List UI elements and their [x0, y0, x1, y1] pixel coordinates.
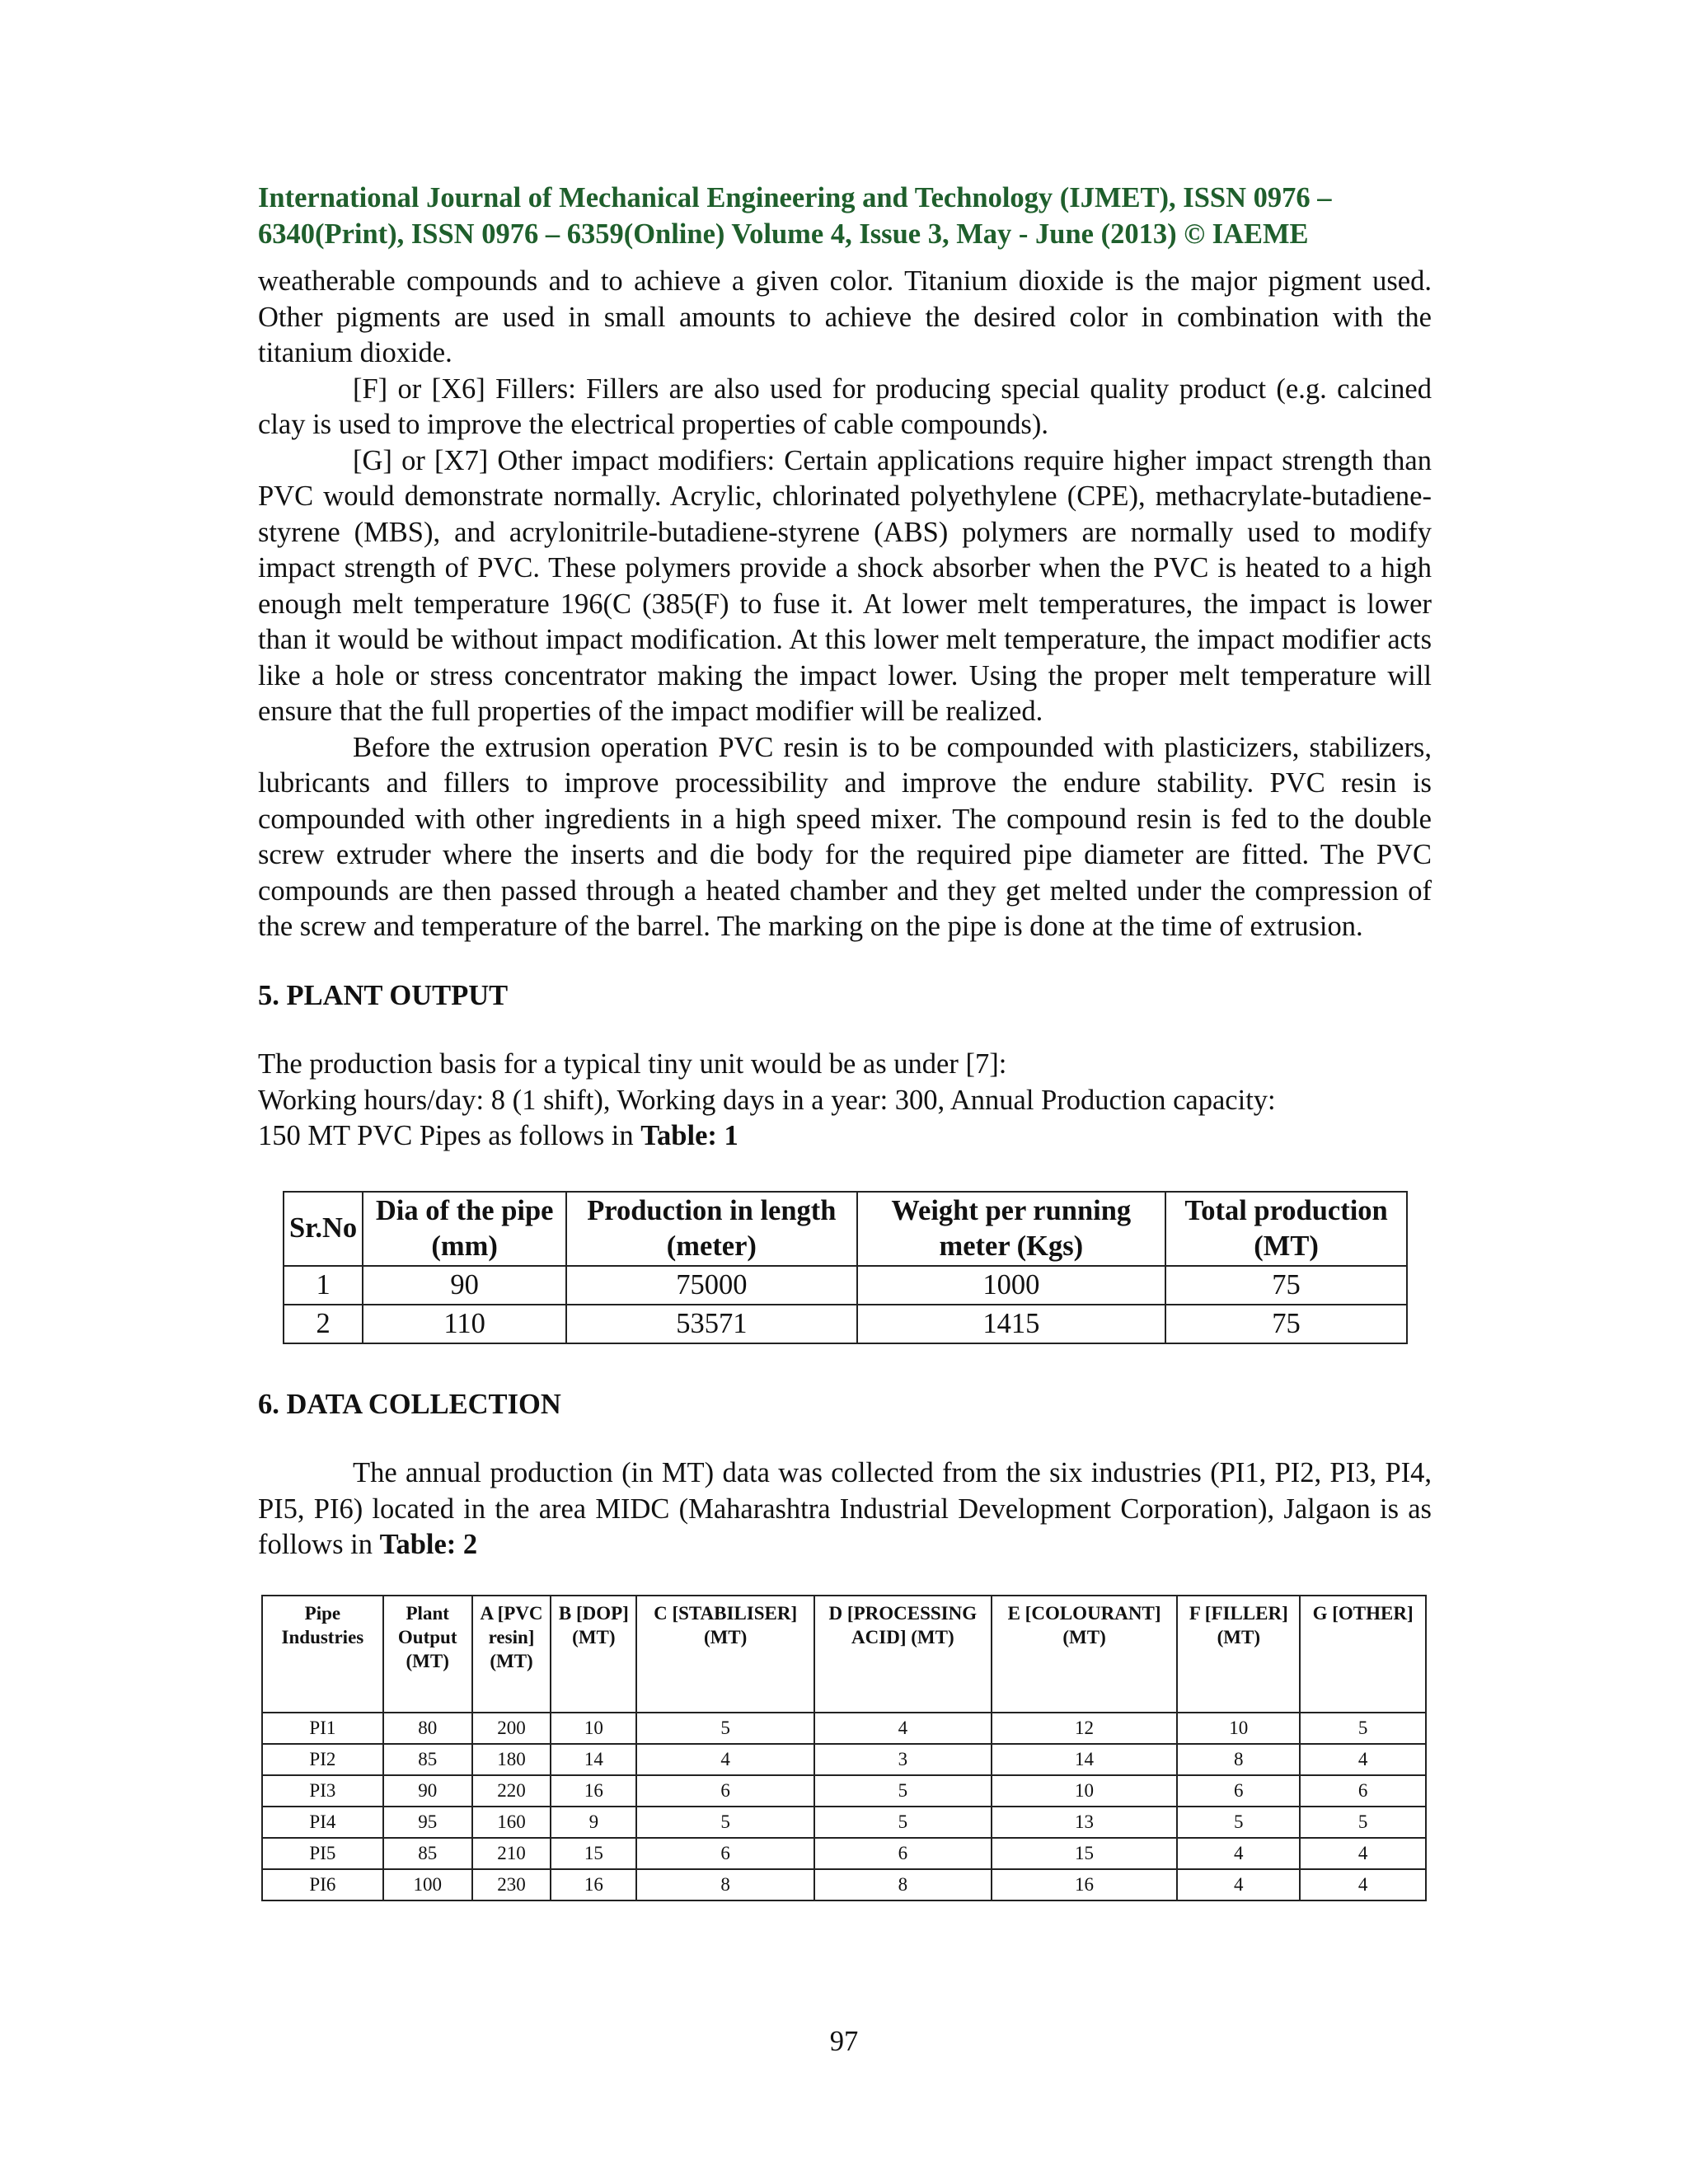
capacity-text: 150 MT PVC Pipes as follows in — [258, 1120, 641, 1151]
table-1-header-cell: Dia of the pipe (mm) — [363, 1192, 566, 1266]
table-1-cell: 1 — [284, 1266, 363, 1305]
table-1-body — [284, 1266, 1407, 1343]
table-2-cell: 220 — [472, 1775, 551, 1807]
table-2-cell: PI1 — [262, 1713, 383, 1744]
table-2-cell: 8 — [814, 1869, 992, 1900]
table-2-cell: 5 — [636, 1807, 814, 1838]
table-2-cell: 4 — [1300, 1744, 1426, 1775]
table-1-cell: 110 — [363, 1305, 566, 1343]
production-basis-line: The production basis for a typical tiny unit would be as under [7]: — [258, 1048, 1007, 1080]
table-2-header-cell: Plant Output (MT) — [383, 1596, 472, 1713]
table-row — [262, 1713, 1426, 1744]
table-row — [262, 1744, 1426, 1775]
table-1-header-cell: Sr.No — [284, 1192, 363, 1266]
table-2-cell: 6 — [814, 1838, 992, 1869]
table-2-header-cell: A [PVC resin] (MT) — [472, 1596, 551, 1713]
table-2-cell: 12 — [992, 1713, 1178, 1744]
table-2-cell: 5 — [1177, 1807, 1300, 1838]
table-2-cell: 6 — [636, 1775, 814, 1807]
table-2-header-cell: B [DOP] (MT) — [551, 1596, 636, 1713]
table-2-cell: 160 — [472, 1807, 551, 1838]
table-2-cell: 5 — [1300, 1807, 1426, 1838]
table-2-header-cell: Pipe Industries — [262, 1596, 383, 1713]
table-row — [284, 1266, 1407, 1305]
table-2-cell: 4 — [814, 1713, 992, 1744]
table-2-cell: 16 — [551, 1869, 636, 1900]
table-2-cell: 10 — [551, 1713, 636, 1744]
table-2-cell: 5 — [636, 1713, 814, 1744]
page-content — [258, 180, 1432, 1901]
table-2-header-cell: D [PROCESSING ACID] (MT) — [814, 1596, 992, 1713]
table-2-cell: PI6 — [262, 1869, 383, 1900]
table-2-cell: 4 — [1300, 1838, 1426, 1869]
table-2-cell: 14 — [992, 1744, 1178, 1775]
table-row — [262, 1869, 1426, 1900]
data-collection-text: The annual production (in MT) data was collected from the six industries (PI1, PI2, PI3, PI4, PI5, PI6) located in the area MIDC (Maharashtra Industrial Development Corporation), Jalgaon is as follows in — [258, 1457, 1432, 1560]
table-2-cell: 10 — [992, 1775, 1178, 1807]
table-1-cell: 2 — [284, 1305, 363, 1343]
table-2-header-row — [262, 1596, 1426, 1713]
table-1-header-cell: Total production (MT) — [1165, 1192, 1407, 1266]
table-1-cell: 53571 — [566, 1305, 856, 1343]
table-2-cell: 16 — [992, 1869, 1178, 1900]
table-2-header-cell: G [OTHER] — [1300, 1596, 1426, 1713]
table-2-cell: 230 — [472, 1869, 551, 1900]
table-2-reference: Table: 2 — [379, 1529, 478, 1560]
paragraph-pigments: weatherable compounds and to achieve a given color. Titanium dioxide is the major pigment used. Other pigments are used in small amounts to achieve the desired color in combination with the titanium dioxide. — [258, 265, 1432, 368]
table-2-header-cell: F [FILLER] (MT) — [1177, 1596, 1300, 1713]
section-heading-plant-output: 5. PLANT OUTPUT — [258, 979, 509, 1011]
table-1-cell: 75000 — [566, 1266, 856, 1305]
table-2-cell: 180 — [472, 1744, 551, 1775]
table-2-cell: PI2 — [262, 1744, 383, 1775]
table-2-cell: 210 — [472, 1838, 551, 1869]
journal-header-line-1: International Journal of Mechanical Engineering and Technology (IJMET), ISSN 0976 – — [258, 182, 1332, 213]
table-2-cell: 10 — [1177, 1713, 1300, 1744]
table-1-cell: 75 — [1165, 1305, 1407, 1343]
table-2-cell: 5 — [1300, 1713, 1426, 1744]
table-row — [262, 1807, 1426, 1838]
table-row — [262, 1775, 1426, 1807]
table-plant-output — [283, 1191, 1408, 1344]
table-2-cell: 200 — [472, 1713, 551, 1744]
table-2-cell: 13 — [992, 1807, 1178, 1838]
table-1-header-cell: Production in length (meter) — [566, 1192, 856, 1266]
table-1-cell: 1415 — [857, 1305, 1166, 1343]
table-2-cell: 9 — [551, 1807, 636, 1838]
table-2-cell: 4 — [1300, 1869, 1426, 1900]
table-1-cell: 75 — [1165, 1266, 1407, 1305]
table-1-reference: Table: 1 — [640, 1120, 738, 1151]
table-row — [262, 1838, 1426, 1869]
table-2-cell: PI5 — [262, 1838, 383, 1869]
table-2-cell: 3 — [814, 1744, 992, 1775]
table-2-cell: 4 — [1177, 1838, 1300, 1869]
table-2-cell: 5 — [814, 1807, 992, 1838]
table-2-cell: 100 — [383, 1869, 472, 1900]
table-2-cell: 4 — [1177, 1869, 1300, 1900]
table-2-cell: 6 — [636, 1838, 814, 1869]
table-1-header-row — [284, 1192, 1407, 1266]
table-2-cell: 8 — [1177, 1744, 1300, 1775]
table-2-cell: 95 — [383, 1807, 472, 1838]
table-2-cell: PI4 — [262, 1807, 383, 1838]
table-1-cell: 1000 — [857, 1266, 1166, 1305]
page-number: 97 — [829, 2026, 859, 2057]
table-2-header-cell: E [COLOURANT] (MT) — [992, 1596, 1178, 1713]
section-heading-data-collection: 6. DATA COLLECTION — [258, 1388, 561, 1420]
table-2-cell: 6 — [1177, 1775, 1300, 1807]
table-2-header-cell: C [STABILISER] (MT) — [636, 1596, 814, 1713]
table-1-cell: 90 — [363, 1266, 566, 1305]
table-industry-production — [261, 1595, 1427, 1901]
table-2-cell: 85 — [383, 1838, 472, 1869]
table-2-cell: 15 — [992, 1838, 1178, 1869]
table-2-cell: 15 — [551, 1838, 636, 1869]
journal-header-line-2: 6340(Print), ISSN 0976 – 6359(Online) Volume 4, Issue 3, May - June (2013) © IAEME — [258, 218, 1309, 250]
table-2-cell: PI3 — [262, 1775, 383, 1807]
table-2-body — [262, 1713, 1426, 1900]
working-hours-line: Working hours/day: 8 (1 shift), Working days in a year: 300, Annual Production capacity: — [258, 1084, 1276, 1116]
paragraph-data-collection — [258, 1455, 1432, 1563]
table-2-cell: 85 — [383, 1744, 472, 1775]
table-2-cell: 5 — [814, 1775, 992, 1807]
table-2-cell: 80 — [383, 1713, 472, 1744]
paragraph-extrusion: Before the extrusion operation PVC resin is to be compounded with plasticizers, stabilizers, lubricants and fillers to improve processibility and improve the endure stability. PVC resin is compounded with other ingredients in a high speed mixer. The compound resin is fed to the double screw extruder where the inserts and die body for the required pipe diameter are fitted. The PVC compounds are then passed through a heated chamber and they get melted under the compression of the screw and temperature of the barrel. The marking on the pipe is done at the time of extrusion. — [258, 731, 1432, 942]
table-2-cell: 14 — [551, 1744, 636, 1775]
capacity-line — [258, 1118, 1432, 1155]
table-2-cell: 4 — [636, 1744, 814, 1775]
paragraph-impact-modifiers: [G] or [X7] Other impact modifiers: Certain applications require higher impact strength than PVC would demonstrate normally. Acrylic, chlorinated polyethylene (CPE), methacrylate-butadiene-styrene (MBS), and acrylonitrile-butadiene-styrene (ABS) polymers are normally used to modify impact strength of PVC. These polymers provide a shock absorber when the PVC is heated to a high enough melt temperature 196(C (385(F) to fuse it. At lower melt temperatures, the impact is lower than it would be without impact modification. At this lower melt temperature, the impact modifier acts like a hole or stress concentrator making the impact lower. Using the proper melt temperature will ensure that the full properties of the impact modifier will be realized. — [258, 444, 1432, 727]
table-2-cell: 90 — [383, 1775, 472, 1807]
paragraph-fillers: [F] or [X6] Fillers: Fillers are also used for producing special quality product (e.g. calcined clay is used to improve the electrical properties of cable compounds). — [258, 373, 1432, 440]
table-row — [284, 1305, 1407, 1343]
table-2-cell: 6 — [1300, 1775, 1426, 1807]
table-2-cell: 8 — [636, 1869, 814, 1900]
journal-header — [258, 180, 1432, 252]
table-1-header-cell: Weight per running meter (Kgs) — [857, 1192, 1166, 1266]
table-2-cell: 16 — [551, 1775, 636, 1807]
